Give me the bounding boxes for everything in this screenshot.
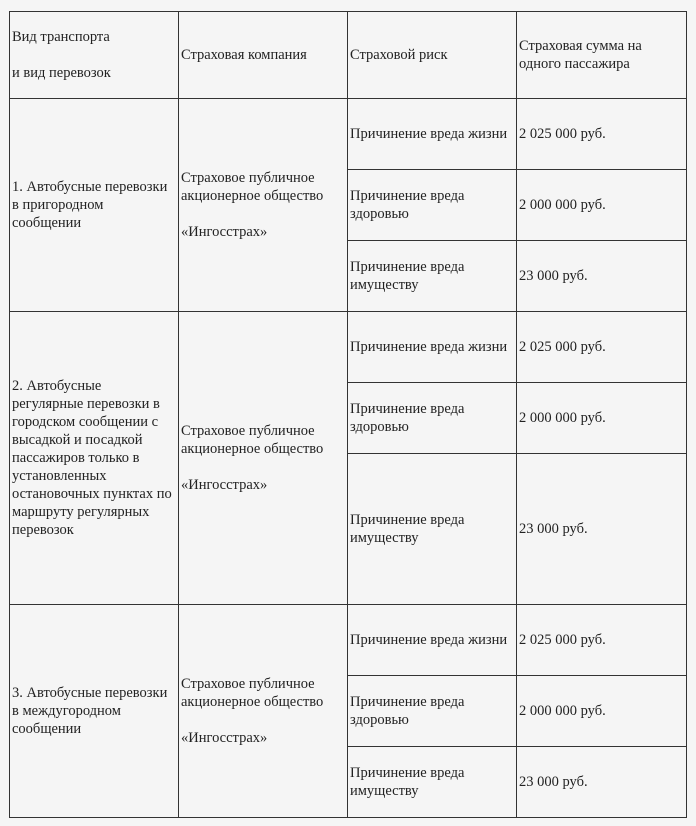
risk-cell: Причинение вреда здоровью [348, 170, 517, 241]
sum-cell: 2 000 000 руб. [517, 676, 687, 747]
transport-type-cell: 2. Автобусные регулярные перевозки в городском сообщении с высадкой и посадкой пассажиров только в установленных остановочных пунктах по маршруту регулярных перевозок [10, 312, 179, 605]
company-brand: «Ингосстрах» [181, 224, 268, 240]
company-cell [179, 99, 348, 312]
risk-cell: Причинение вреда имуществу [348, 241, 517, 312]
sum-cell: 23 000 руб. [517, 241, 687, 312]
table-row [10, 99, 687, 170]
sum-cell: 2 025 000 руб. [517, 312, 687, 383]
company-name: Страховое публичное акционерное общество [181, 676, 324, 710]
company-name: Страховое публичное акционерное общество [181, 423, 324, 457]
insurance-table [9, 11, 687, 818]
company-brand: «Ингосстрах» [181, 730, 268, 746]
company-cell [179, 312, 348, 605]
header-transport [10, 12, 179, 99]
transport-type-cell: 3. Автобусные перевозки в междугородном сообщении [10, 605, 179, 818]
company-brand: «Ингосстрах» [181, 477, 268, 493]
header-transport-line2: и вид перевозок [12, 65, 111, 81]
header-sum: Страховая сумма на одного пассажира [517, 12, 687, 99]
risk-cell: Причинение вреда имуществу [348, 747, 517, 818]
risk-cell: Причинение вреда жизни [348, 605, 517, 676]
header-transport-line1: Вид транспорта [12, 29, 110, 45]
sum-cell: 23 000 руб. [517, 747, 687, 818]
risk-cell: Причинение вреда имуществу [348, 454, 517, 605]
table-row [10, 312, 687, 383]
risk-cell: Причинение вреда здоровью [348, 676, 517, 747]
sum-cell: 2 000 000 руб. [517, 170, 687, 241]
risk-cell: Причинение вреда жизни [348, 99, 517, 170]
sum-cell: 2 025 000 руб. [517, 99, 687, 170]
header-company: Страховая компания [179, 12, 348, 99]
company-cell [179, 605, 348, 818]
transport-type-cell: 1. Автобусные перевозки в пригородном сообщении [10, 99, 179, 312]
header-row [10, 12, 687, 99]
table-row [10, 605, 687, 676]
risk-cell: Причинение вреда жизни [348, 312, 517, 383]
company-name: Страховое публичное акционерное общество [181, 170, 324, 204]
sum-cell: 2 025 000 руб. [517, 605, 687, 676]
risk-cell: Причинение вреда здоровью [348, 383, 517, 454]
sum-cell: 2 000 000 руб. [517, 383, 687, 454]
sum-cell: 23 000 руб. [517, 454, 687, 605]
header-risk: Страховой риск [348, 12, 517, 99]
